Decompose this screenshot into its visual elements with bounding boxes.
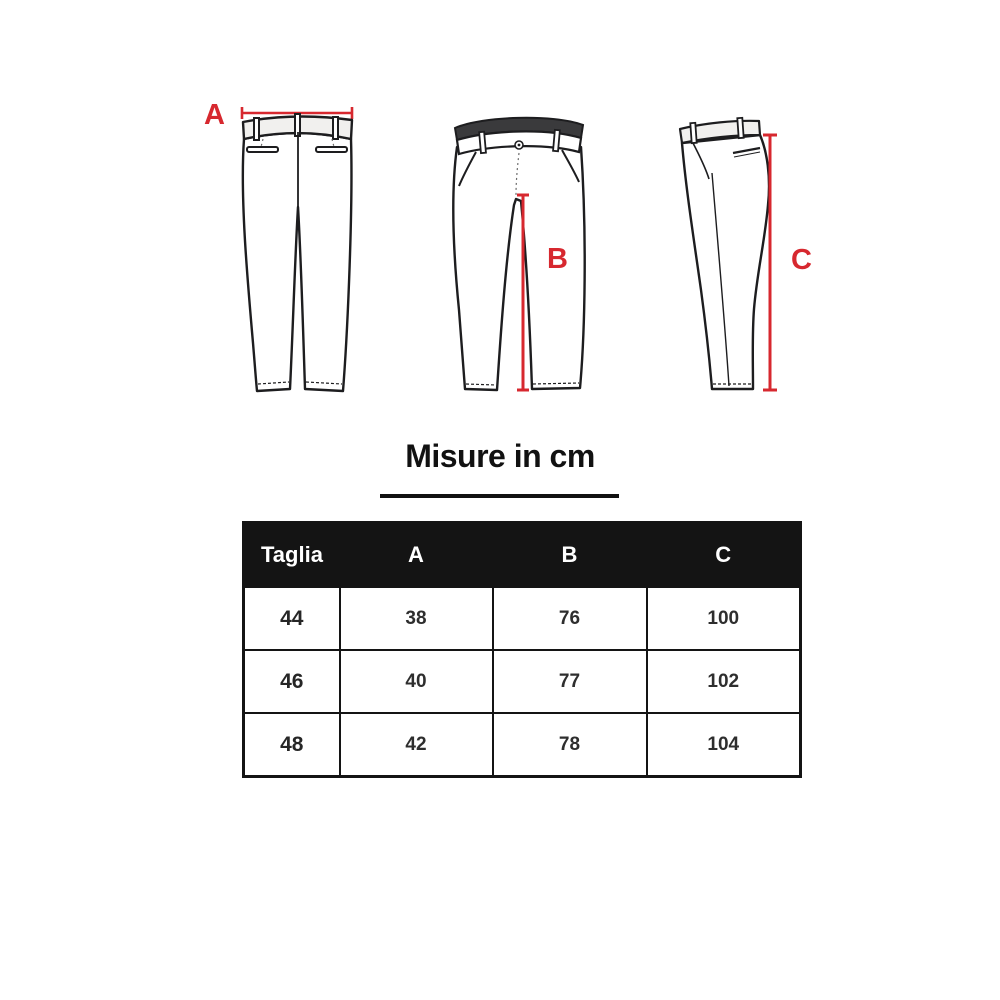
table-header-row <box>244 523 801 588</box>
waist-button <box>515 141 523 149</box>
pants-front-diagram <box>435 95 605 405</box>
header-a: A <box>340 523 493 588</box>
cell-a: 40 <box>340 650 493 713</box>
header-taglia: Taglia <box>244 523 340 588</box>
title-block <box>325 438 675 475</box>
cell-b: 77 <box>493 650 647 713</box>
header-c: C <box>647 523 801 588</box>
cell-b: 76 <box>493 587 647 650</box>
cell-a: 38 <box>340 587 493 650</box>
cell-c: 100 <box>647 587 801 650</box>
header-b: B <box>493 523 647 588</box>
cell-taglia: 46 <box>244 650 340 713</box>
measure-label-b: B <box>547 243 568 275</box>
cell-c: 104 <box>647 713 801 777</box>
cell-b: 78 <box>493 713 647 777</box>
title-underline <box>380 494 619 498</box>
measure-label-c: C <box>791 244 812 276</box>
cell-taglia: 48 <box>244 713 340 777</box>
pants-side-diagram <box>655 95 825 405</box>
cell-a: 42 <box>340 713 493 777</box>
page-title: Misure in cm <box>405 438 595 474</box>
table-row <box>244 650 801 713</box>
pants-side-body <box>682 135 769 389</box>
size-table <box>242 521 802 778</box>
cell-taglia: 44 <box>244 587 340 650</box>
pants-front-drawing <box>435 95 605 405</box>
pants-back-drawing <box>195 95 365 405</box>
pants-back-diagram <box>195 95 365 405</box>
table-row <box>244 587 801 650</box>
cell-c: 102 <box>647 650 801 713</box>
table-row <box>244 713 801 777</box>
measure-label-a: A <box>204 99 225 131</box>
